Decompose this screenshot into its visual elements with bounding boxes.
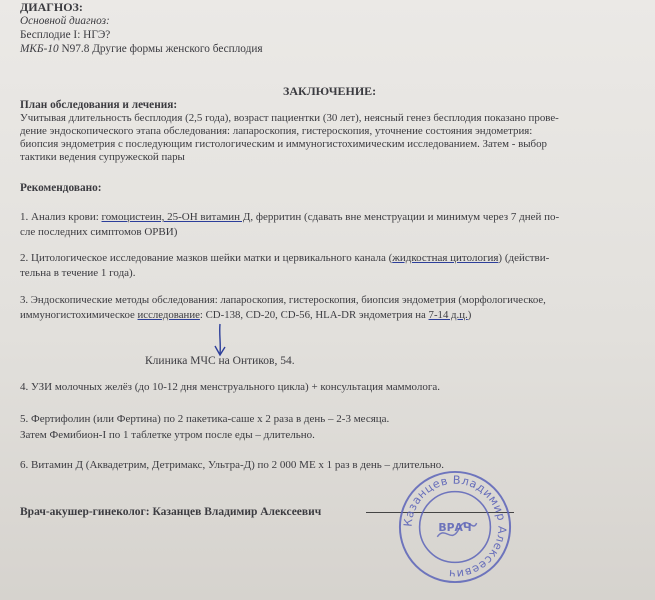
item-1-underlined: гомоцистеин, 25-ОН витамин Д [101, 211, 251, 223]
doctor-name: Казанцев Владимир Алексеевич [152, 506, 322, 518]
item-3-prefix: иммуногистохимическое [20, 309, 138, 321]
plan-title: План обследования и лечения: [20, 99, 178, 111]
plan-line-1: Учитывая длительность бесплодия (2,5 года), возраст пациентки (30 лет), неясный генез бесплодия показано прове- [20, 112, 559, 124]
item-3-underlined: исследование [137, 309, 200, 321]
signature-line [20, 505, 321, 519]
item-5-line-2: Затем Фемибион-I по 1 таблетке утром после еды – длительно. [20, 429, 315, 441]
stamp-ring-text: Казанцев Владимир Алексеевич [401, 473, 509, 581]
doctor-stamp [396, 468, 514, 586]
item-2-line-1 [20, 251, 549, 265]
conclusion-title: ЗАКЛЮЧЕНИЕ: [283, 84, 377, 98]
item-2-prefix: 2. Цитологическое исследование мазков шейки матки и цервикального канала ( [20, 252, 393, 264]
item-3-middle: : CD-138, CD-20, CD-56, HLA-DR эндометрия на [199, 309, 429, 321]
item-3-line-2 [20, 308, 471, 322]
icd-label: МКБ-10 [20, 43, 59, 55]
plan-line-2: дение эндоскопического этапа обследования: лапароскопия, гистероскопия, уточнение состояния эндометрия: [20, 125, 533, 137]
item-1-line-1 [20, 210, 559, 224]
item-5-line-1: 5. Фертифолин (или Фертина) по 2 пакетика-саше х 2 раза в день – 2-3 месяца. [20, 413, 390, 425]
item-1-line-2: сле последних симптомов ОРВИ) [20, 226, 178, 238]
clinic-note: Клиника МЧС на Онтиков, 54. [145, 355, 295, 367]
icd-text: N97.8 Другие формы женского бесплодия [61, 43, 263, 55]
plan-line-4: тактики ведения супружеской пары [20, 151, 185, 163]
item-1-suffix: , ферритин (сдавать вне менструации и минимум через 7 дней по- [250, 211, 560, 223]
diagnosis-line: Бесплодие I: НГЭ? [20, 29, 111, 41]
item-3-suffix: ) [467, 309, 472, 321]
item-2-line-2: тельна в течение 1 года). [20, 267, 136, 279]
item-1-prefix: 1. Анализ крови: [20, 211, 102, 223]
plan-line-3: биопсия эндометрия с последующим гистологическим и иммуногистохимическим исследованием. Затем - выбор [20, 138, 547, 150]
pen-arrow-icon [210, 322, 230, 358]
item-3-days: 7-14 д.ц. [428, 309, 468, 321]
diagnosis-title: ДИАГНОЗ: [20, 0, 83, 14]
item-4: 4. УЗИ молочных желёз (до 10-12 дня менструального цикла) + консультация маммолога. [20, 381, 441, 393]
item-2-suffix: ) (действи- [498, 252, 550, 264]
item-2-underlined: жидкостная цитология [392, 252, 499, 264]
recommended-title: Рекомендовано: [20, 182, 102, 194]
item-6: 6. Витамин Д (Аквадетрим, Детримакс, Ультра-Д) по 2 000 МЕ х 1 раз в день – длительно. [20, 459, 445, 471]
signature-label: Врач-акушер-гинеколог: [20, 506, 150, 518]
icd-line [20, 42, 263, 56]
main-diagnosis-label: Основной диагноз: [20, 15, 110, 27]
item-3-line-1: 3. Эндоскопические методы обследования: лапароскопия, гистероскопия, биопсия эндометрия (морфологическое, [20, 294, 546, 306]
stamp-center-text: ВРАЧ [438, 520, 472, 534]
